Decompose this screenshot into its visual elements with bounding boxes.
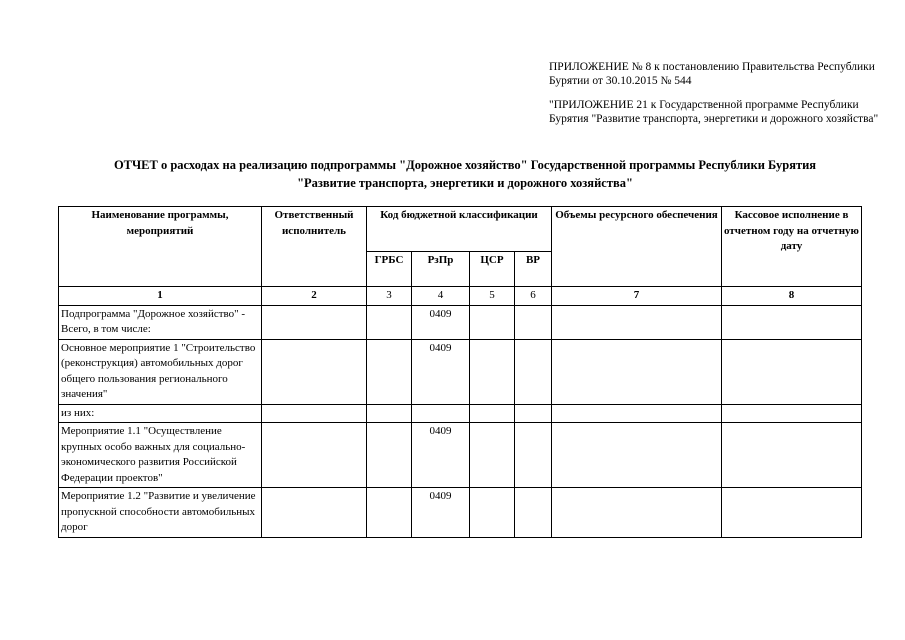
row-name: Мероприятие 1.1 "Осуществление крупных особо важных для социально-экономического развития Российской Федерации проектов" — [59, 423, 262, 488]
program-appendix-reference: "ПРИЛОЖЕНИЕ 21 к Государственной программе Республики Бурятия "Развитие транспорта, энергетики и дорожного хозяйства" — [549, 99, 879, 125]
row-grbs — [367, 423, 412, 488]
row-csr — [470, 404, 515, 423]
table-header-row — [59, 207, 862, 252]
row-grbs — [367, 339, 412, 404]
row-vr — [515, 339, 552, 404]
table-row — [59, 488, 862, 538]
row-responsible — [262, 404, 367, 423]
header-grbs: ГРБС — [367, 252, 412, 287]
row-rzpr: 0409 — [412, 339, 470, 404]
row-resources — [552, 305, 722, 339]
row-vr — [515, 423, 552, 488]
appendix-reference: ПРИЛОЖЕНИЕ № 8 к постановлению Правительства Республики Бурятии от 30.10.2015 № 544 — [549, 61, 875, 87]
row-responsible — [262, 488, 367, 538]
column-number: 7 — [552, 287, 722, 306]
report-title-line1: ОТЧЕТ о расходах на реализацию подпрограммы "Дорожное хозяйство" Государственной программы Республики Бурятия — [113, 158, 817, 172]
row-vr — [515, 488, 552, 538]
column-number: 2 — [262, 287, 367, 306]
header-budget-code: Код бюджетной классификации — [367, 207, 552, 252]
column-number: 5 — [470, 287, 515, 306]
column-number: 8 — [722, 287, 862, 306]
row-grbs — [367, 488, 412, 538]
row-grbs — [367, 404, 412, 423]
row-name: Подпрограмма "Дорожное хозяйство" - Всего, в том числе: — [59, 305, 262, 339]
column-number: 1 — [59, 287, 262, 306]
row-name: Основное мероприятие 1 "Строительство (реконструкция) автомобильных дорог общего пользования регионального значения" — [59, 339, 262, 404]
row-rzpr: 0409 — [412, 488, 470, 538]
row-name: из них: — [59, 404, 262, 423]
header-resources: Объемы ресурсного обеспечения — [552, 207, 722, 287]
row-responsible — [262, 423, 367, 488]
header-name: Наименование программы, мероприятий — [59, 207, 262, 287]
row-responsible — [262, 339, 367, 404]
column-number-row — [59, 287, 862, 306]
header-vr: ВР — [515, 252, 552, 287]
row-cash — [722, 339, 862, 404]
row-cash — [722, 305, 862, 339]
table-row — [59, 305, 862, 339]
row-rzpr: 0409 — [412, 305, 470, 339]
row-resources — [552, 423, 722, 488]
row-resources — [552, 488, 722, 538]
header-rzpr: РзПр — [412, 252, 470, 287]
expense-report-table — [58, 206, 862, 538]
table-row — [59, 339, 862, 404]
table-row — [59, 404, 862, 423]
row-cash — [722, 423, 862, 488]
row-cash — [722, 488, 862, 538]
row-name: Мероприятие 1.2 "Развитие и увеличение пропускной способности автомобильных дорог — [59, 488, 262, 538]
row-csr — [470, 423, 515, 488]
row-csr — [470, 488, 515, 538]
column-number: 6 — [515, 287, 552, 306]
row-vr — [515, 305, 552, 339]
row-resources — [552, 339, 722, 404]
header-cash-execution: Кассовое исполнение в отчетном году на отчетную дату — [722, 207, 862, 287]
report-title-line2: "Развитие транспорта, энергетики и дорожного хозяйства" — [297, 176, 633, 190]
row-resources — [552, 404, 722, 423]
row-csr — [470, 339, 515, 404]
row-grbs — [367, 305, 412, 339]
row-csr — [470, 305, 515, 339]
table-row — [59, 423, 862, 488]
row-cash — [722, 404, 862, 423]
row-rzpr — [412, 404, 470, 423]
row-vr — [515, 404, 552, 423]
header-responsible: Ответственный исполнитель — [262, 207, 367, 287]
column-number: 4 — [412, 287, 470, 306]
header-csr: ЦСР — [470, 252, 515, 287]
report-title — [40, 156, 890, 192]
row-rzpr: 0409 — [412, 423, 470, 488]
row-responsible — [262, 305, 367, 339]
column-number: 3 — [367, 287, 412, 306]
